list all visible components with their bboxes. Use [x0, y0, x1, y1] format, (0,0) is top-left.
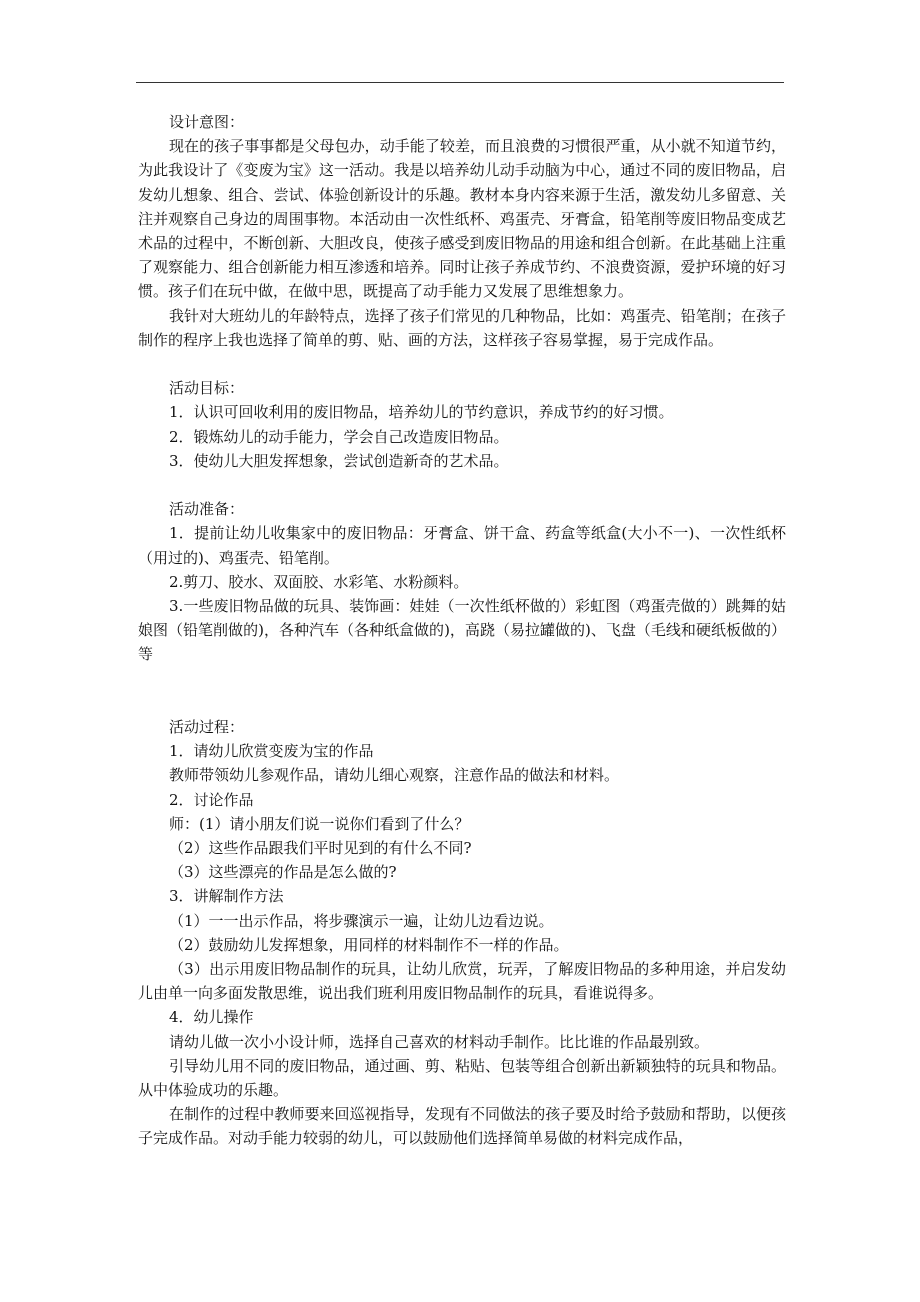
process-step-title: 4．幼儿操作	[169, 1008, 254, 1027]
design-intent-paragraph: 现在的孩子事事都是父母包办，动手能了较差，而且浪费的习惯很严重，从小就不知道节约，为此我设计了《变废为宝》这一活动。我是以培养幼儿动手动脑为中心，通过不同的废旧物品，启发幼儿想象、组合、尝试、体验创新设计的乐趣。教材本身内容来源于生活，激发幼儿多留意、关注并观察自己身边的周围事物。本活动由一次性纸杯、鸡蛋壳、牙膏盒，铅笔削等废旧物品变成艺术品的过程中，不断创新、大胆改良，使孩子感受到废旧物品的用途和组合创新。在此基础上注重了观察能力、组合创新能力相互渗透和培养。同时让孩子养成节约、不浪费资源，爱护环境的好习惯。孩子们在玩中做，在做中思，既提高了动手能力又发展了思维想象力。	[138, 137, 786, 301]
preparation-item: 3.一些废旧物品做的玩具、装饰画：娃娃（一次性纸杯做的）彩虹图（鸡蛋壳做的）跳舞的姑娘图（铅笔削做的)，各种汽车（各种纸盒做的)，高跷（易拉罐做的)、飞盘（毛线和硬纸板做的）等	[138, 597, 786, 664]
preparation-heading: 活动准备：	[169, 500, 245, 519]
spacer	[138, 473, 786, 497]
process-method-item: （1）一一出示作品，将步骤演示一遍，让幼儿边看边说。	[169, 911, 554, 930]
process-step-text: 请幼儿做一次小小设计师，选择自己喜欢的材料动手制作。比比谁的作品最别致。	[169, 1032, 710, 1051]
header-rule	[136, 82, 784, 83]
spacer	[138, 352, 786, 376]
document-body	[138, 110, 786, 1151]
goal-item: 3．使幼儿大胆发挥想象，尝试创造新奇的艺术品。	[169, 451, 509, 470]
process-question: （3）这些漂亮的作品是怎么做的?	[169, 863, 397, 882]
goal-item: 2．锻炼幼儿的动手能力，学会自己改造废旧物品。	[169, 427, 509, 446]
process-method-item: （2）鼓励幼儿发挥想象，用同样的材料制作不一样的作品。	[169, 935, 569, 954]
preparation-item: 2.剪刀、胶水、双面胶、水彩笔、水粉颜料。	[169, 572, 469, 591]
process-step-text: 教师带领幼儿参观作品，请幼儿细心观察，注意作品的做法和材料。	[169, 766, 620, 785]
design-intent-heading: 设计意图：	[169, 113, 245, 131]
process-method-item: （3）出示用废旧物品制作的玩具，让幼儿欣赏，玩弄，了解废旧物品的多种用途，并启发幼儿由单一向多面发散思维，说出我们班利用废旧物品制作的玩具，看谁说得多。	[138, 960, 786, 1003]
goals-heading: 活动目标：	[169, 379, 245, 398]
spacer	[138, 667, 786, 691]
process-heading: 活动过程：	[169, 718, 245, 737]
design-intent-paragraph: 我针对大班幼儿的年龄特点，选择了孩子们常见的几种物品，比如：鸡蛋壳、铅笔削；在孩子制作的程序上我也选择了简单的剪、贴、画的方法，这样孩子容易掌握，易于完成作品。	[138, 306, 786, 349]
goal-item: 1．认识可回收利用的废旧物品，培养幼儿的节约意识，养成节约的好习惯。	[169, 403, 674, 422]
spacer	[138, 691, 786, 715]
process-step-title: 3．讲解制作方法	[169, 887, 284, 906]
process-question: （2）这些作品跟我们平时见到的有什么不同?	[169, 839, 472, 858]
process-step-title: 2．讨论作品	[169, 790, 254, 809]
process-step-title: 1．请幼儿欣赏变废为宝的作品	[169, 742, 374, 761]
process-question: 师：(1）请小朋友们说一说你们看到了什么？	[169, 814, 470, 833]
process-step-text: 在制作的过程中教师要来回巡视指导，发现有不同做法的孩子要及时给予鼓励和帮助，以便孩子完成作品。对动手能力较弱的幼儿，可以鼓励他们选择简单易做的材料完成作品，	[138, 1105, 786, 1148]
process-step-text: 引导幼儿用不同的废旧物品，通过画、剪、粘贴、包装等组合创新出新颖独特的玩具和物品。从中体验成功的乐趣。	[138, 1056, 786, 1100]
preparation-item: 1．提前让幼儿收集家中的废旧物品：牙膏盒、饼干盒、药盒等纸盒(大小不一)、一次性纸杯（用过的)、鸡蛋壳、铅笔削。	[138, 524, 786, 567]
